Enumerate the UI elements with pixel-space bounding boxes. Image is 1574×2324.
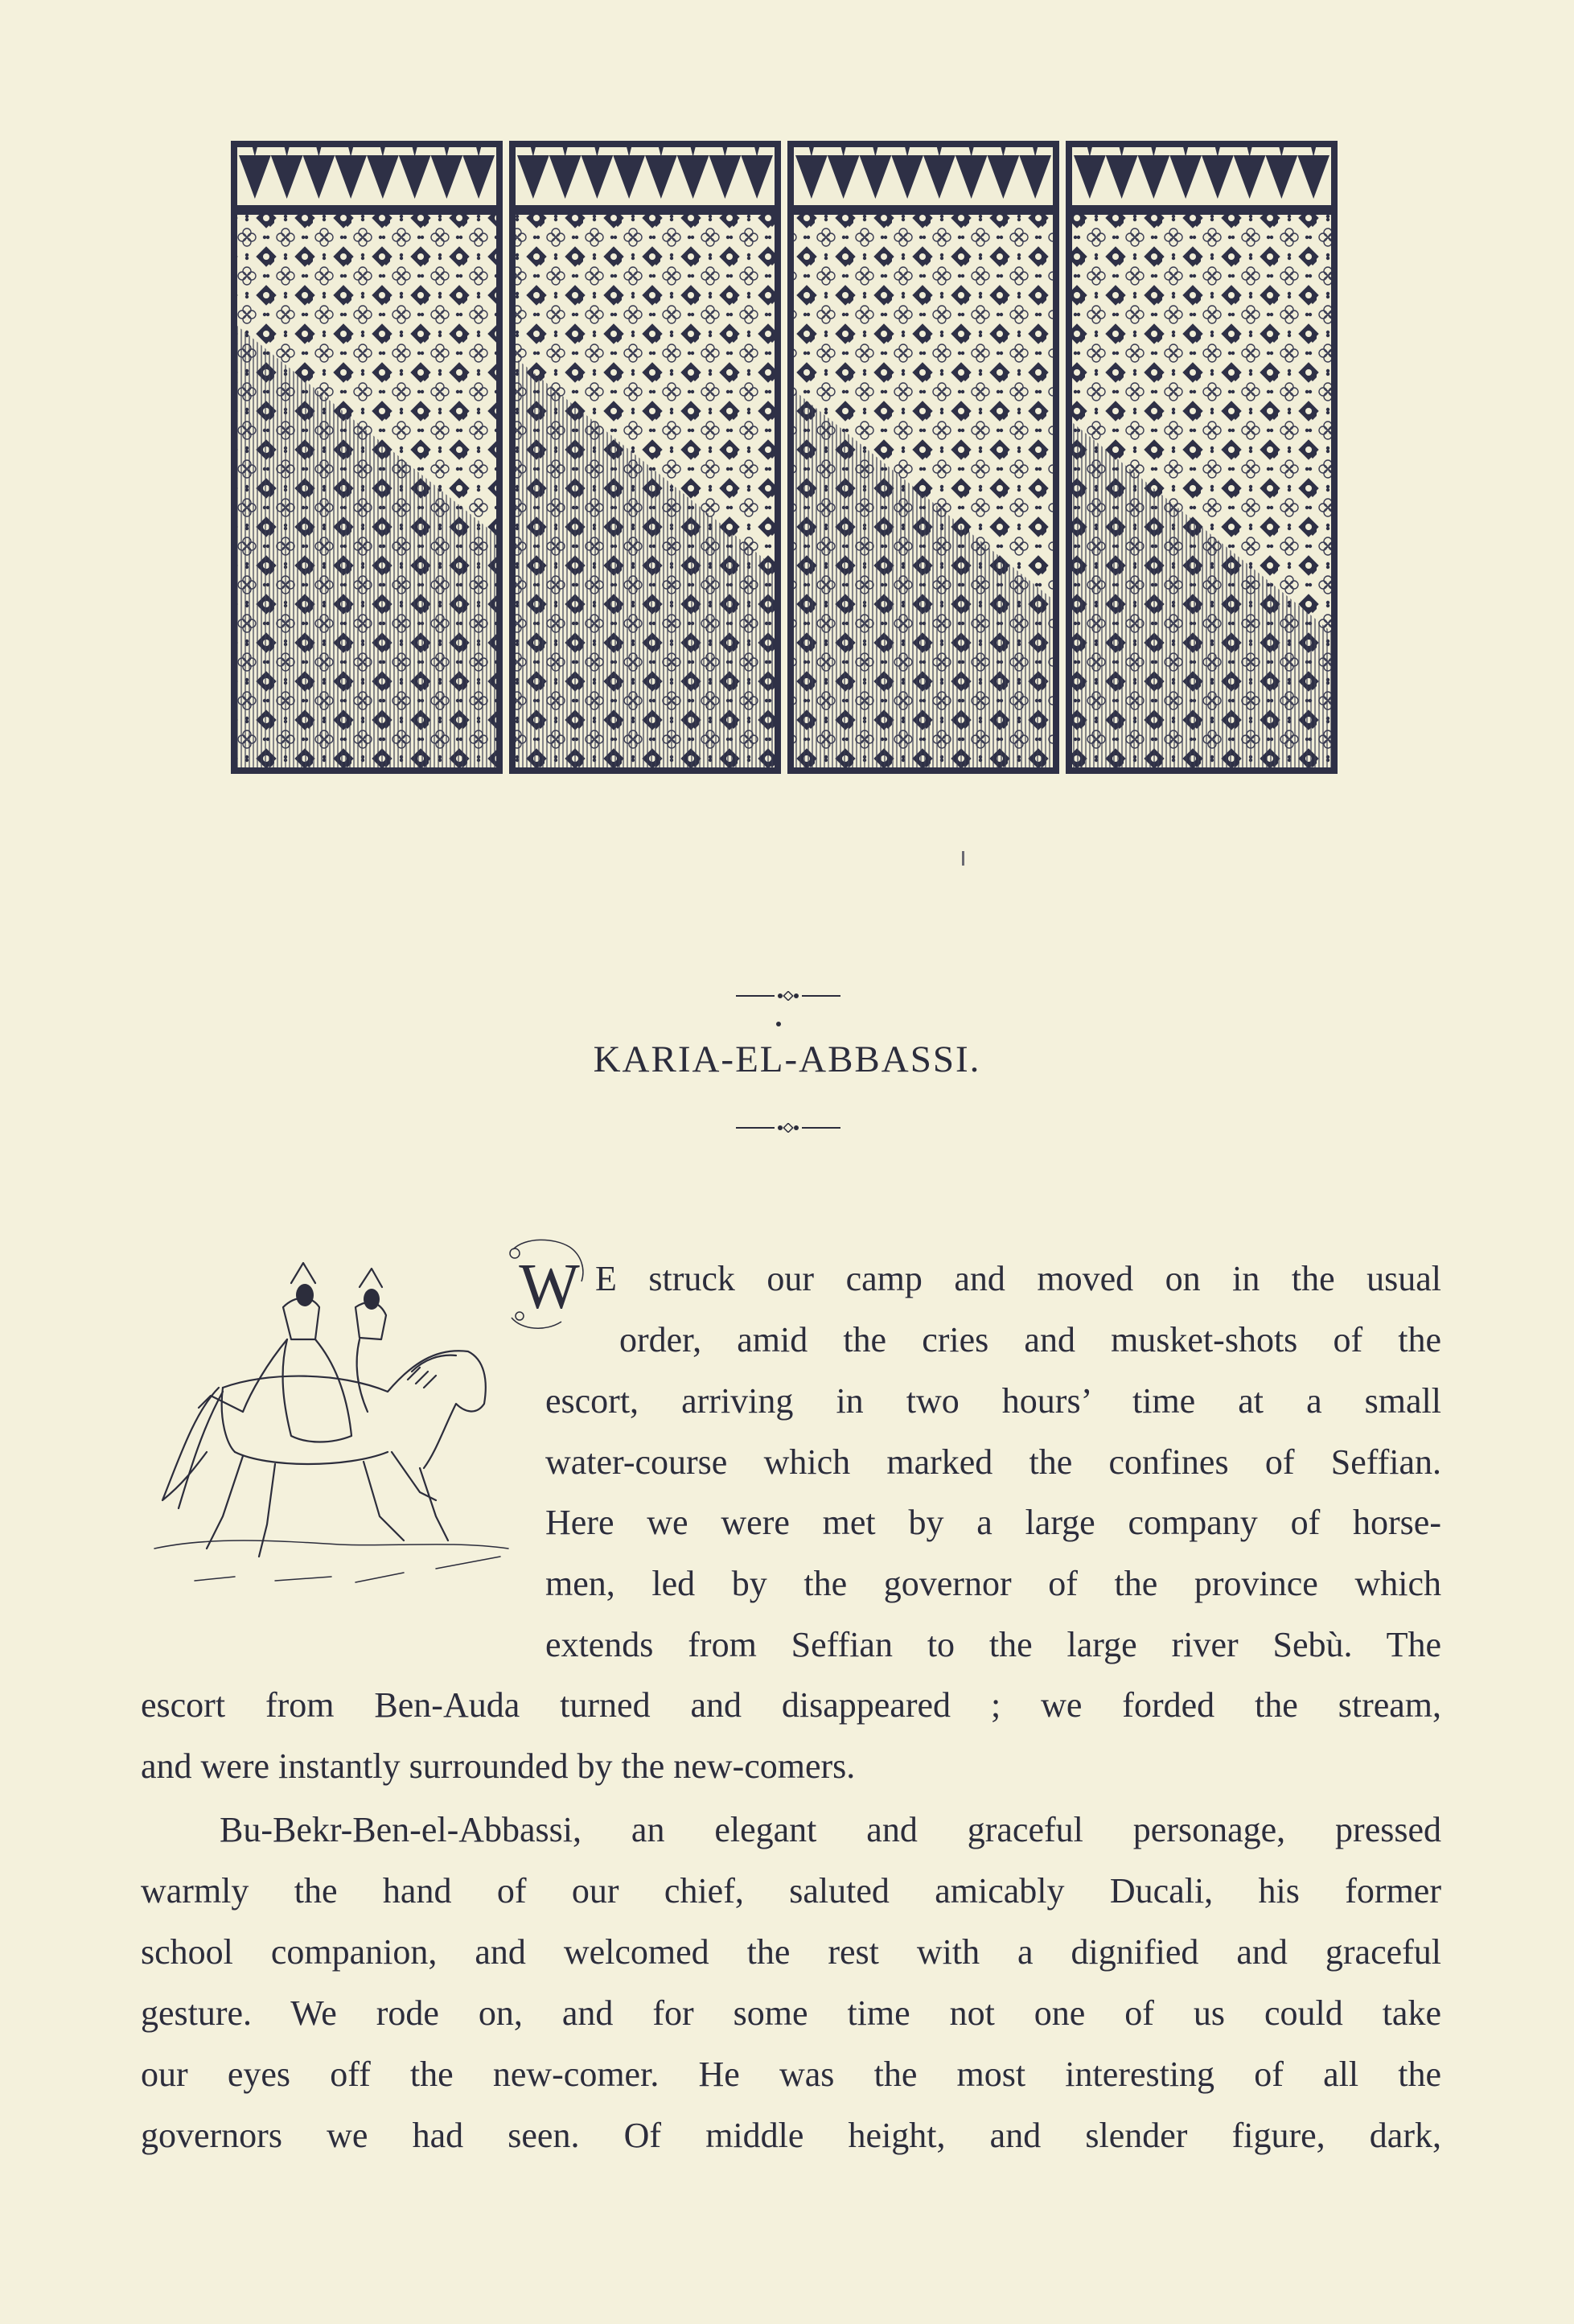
text-line: E struck our camp and moved on in the usual [595, 1259, 1441, 1298]
chapter-title: KARIA-EL-ABBASSI. [593, 1039, 981, 1080]
text-line: and were instantly surrounded by the new-comers. [141, 1746, 856, 1786]
text-line: order, amid the cries and musket-shots of the [619, 1320, 1441, 1359]
text-line: Bu-Bekr-Ben-el-Abbassi, an elegant and graceful personage, pressed [220, 1810, 1441, 1849]
ornament-dot [776, 1022, 781, 1026]
text-line: warmly the hand of our chief, saluted amicably Ducali, his former [141, 1871, 1441, 1911]
two-horsemen-vignette [146, 1251, 524, 1609]
text-line: escort from Ben-Auda turned and disappeared ; we forded the stream, [141, 1685, 1441, 1725]
text-line: escort, arriving in two hours’ time at a small [545, 1381, 1441, 1421]
text-line: water-course which marked the confines of Seffian. [545, 1442, 1441, 1482]
svg-text:W: W [519, 1252, 580, 1322]
stray-ink-mark [962, 851, 964, 866]
text-line: extends from Seffian to the large river Sebù. The [545, 1625, 1441, 1664]
ornamental-rule-bottom [736, 1123, 840, 1133]
text-line: our eyes off the new-comer. He was the most interesting of all the [141, 2055, 1441, 2094]
screen-panel [509, 141, 781, 774]
text-line: Here we were met by a large company of horse- [545, 1503, 1441, 1542]
decorative-lattice-screen [228, 141, 1354, 774]
text-line: gesture. We rode on, and for some time not one of us could take [141, 1993, 1441, 2033]
screen-panel [231, 141, 503, 774]
text-line: school companion, and welcomed the rest with a dignified and graceful [141, 1932, 1441, 1972]
text-line: men, led by the governor of the province which [545, 1564, 1441, 1603]
text-line: governors we had seen. Of middle height, and slender figure, dark, [141, 2116, 1441, 2155]
ornamental-rule-top [736, 991, 840, 1001]
screen-panel [1066, 141, 1338, 774]
drop-cap-w [505, 1237, 594, 1334]
screen-panel [787, 141, 1059, 774]
